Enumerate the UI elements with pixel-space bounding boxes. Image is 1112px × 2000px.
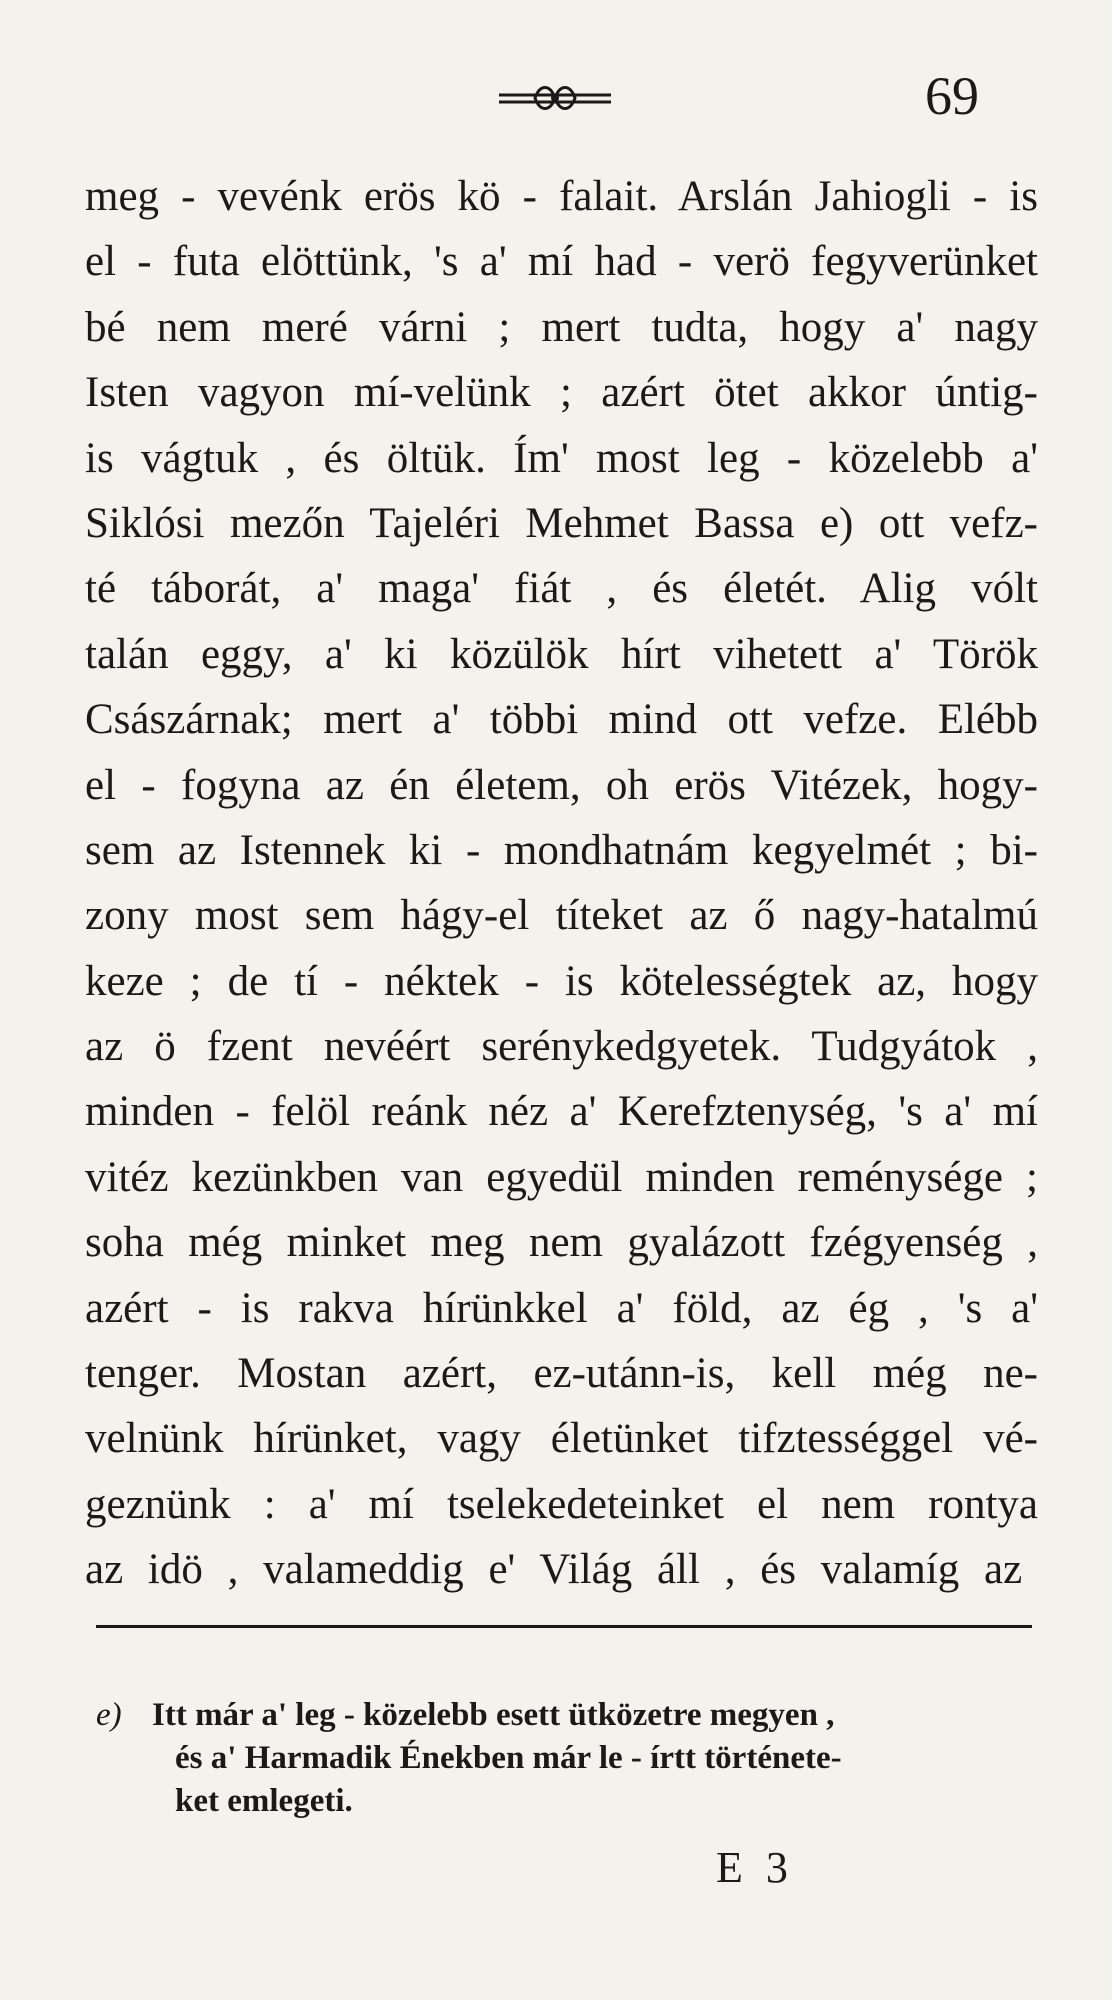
text-line: té táborát, a' maga' fiát , és életét. Alig vólt bbox=[85, 565, 1038, 613]
footnote-divider bbox=[96, 1625, 1032, 1628]
text-line: sem az Istennek ki - mondhatnám kegyelmét ; bi- bbox=[85, 826, 1038, 874]
footnote-line bbox=[96, 1694, 1056, 1737]
text-line: soha még minket meg nem gyalázott fzégyenség , bbox=[85, 1219, 1038, 1267]
text-line: Isten vagyon mí-velünk ; azért ötet akkor úntig- bbox=[85, 369, 1038, 417]
footnote-line: ket emlegeti. bbox=[175, 1783, 353, 1819]
signature-mark: E 3 bbox=[716, 1843, 794, 1892]
text-line: velnünk hírünket, vagy életünket tifztességgel vé- bbox=[85, 1415, 1038, 1463]
footnote-text: Itt már a' leg - közelebb esett ütközetre megyen , bbox=[152, 1697, 835, 1733]
text-line: az idö , valameddig e' Világ áll , és valamíg az bbox=[85, 1546, 1023, 1594]
page-number: 69 bbox=[925, 66, 979, 126]
footnote-marker: e) bbox=[96, 1697, 122, 1733]
text-line: az ö fzent nevéért serénykedgyetek. Tudgyátok , bbox=[85, 1023, 1038, 1071]
text-line: talán eggy, a' ki közülök hírt vihetett a' Török bbox=[85, 630, 1038, 678]
text-line: azért - is rakva hírünkkel a' föld, az ég , 's a' bbox=[85, 1284, 1038, 1332]
text-line: bé nem meré várni ; mert tudta, hogy a' nagy bbox=[85, 303, 1038, 351]
text-line: meg - vevénk erös kö - falait. Arslán Jahiogli - is bbox=[85, 173, 1038, 220]
text-line: Siklósi mezőn Tajeléri Mehmet Bassa e) ott vefz- bbox=[85, 499, 1038, 547]
text-line: el - futa elöttünk, 's a' mí had - verö fegyverünket bbox=[85, 238, 1038, 286]
text-line: el - fogyna az én életem, oh erös Vitézek, hogy- bbox=[85, 761, 1038, 809]
footnote bbox=[96, 1694, 1056, 1823]
text-line: Császárnak; mert a' többi mind ott vefze. Elébb bbox=[85, 696, 1038, 744]
text-line: geznünk : a' mí tselekedeteinket el nem rontya bbox=[85, 1480, 1038, 1528]
text-line: zony most sem hágy-el títeket az ő nagy-hatalmú bbox=[85, 892, 1038, 940]
footnote-line: és a' Harmadik Énekben már le - írtt története- bbox=[175, 1740, 842, 1776]
decorative-flourish-icon bbox=[495, 78, 615, 118]
text-line: is vágtuk , és öltük. Ím' most leg - közelebb a' bbox=[85, 434, 1038, 482]
body-text bbox=[85, 164, 1038, 1603]
text-line: minden - felöl reánk néz a' Kerefztenység, 's a' mí bbox=[85, 1088, 1038, 1136]
text-line: tenger. Mostan azért, ez-utánn-is, kell még ne- bbox=[85, 1350, 1038, 1398]
text-line: vitéz kezünkben van egyedül minden reménysége ; bbox=[85, 1153, 1038, 1201]
text-line: keze ; de tí - néktek - is kötelességtek az, hogy bbox=[85, 957, 1038, 1005]
